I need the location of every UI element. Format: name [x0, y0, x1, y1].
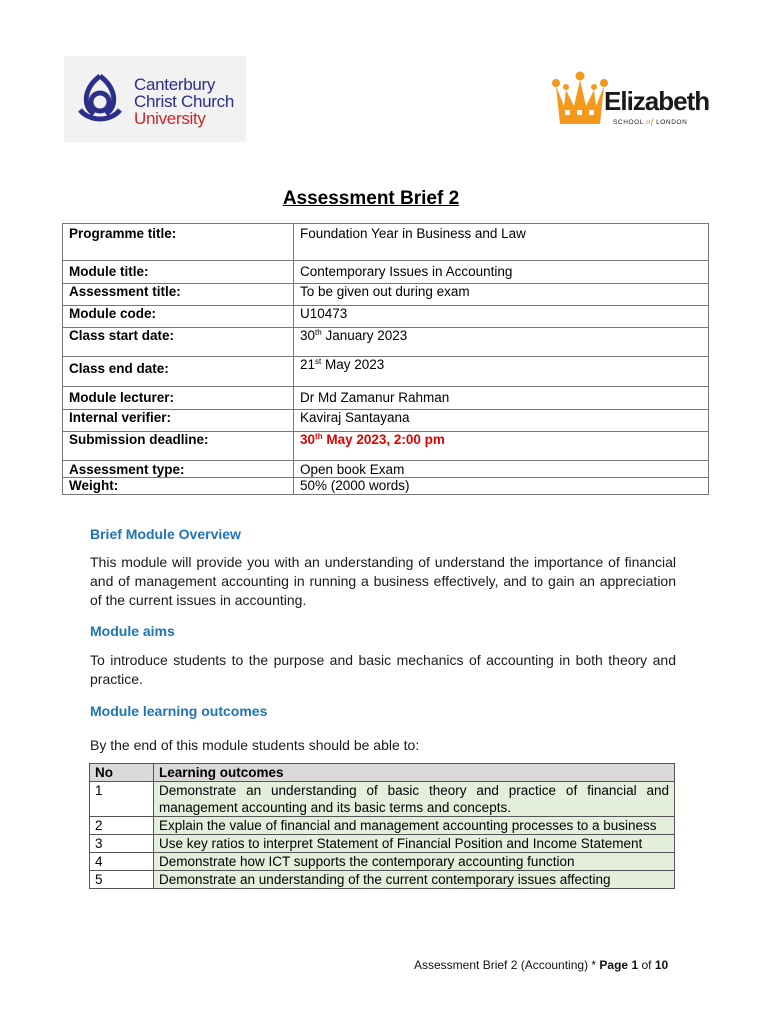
module-code-value: U10473: [294, 306, 709, 328]
school-of-london-tagline: [613, 117, 687, 126]
col-no-header: No: [90, 764, 154, 782]
footer-of: of: [638, 958, 655, 972]
deadline-value: [294, 432, 709, 461]
page-footer: [414, 958, 668, 972]
elizabeth-school-logo: [552, 66, 710, 136]
document-title: Assessment Brief 2: [282, 188, 460, 209]
outcome-number: 2: [90, 817, 154, 835]
tagline-post: LONDON: [656, 119, 688, 126]
outcome-number: 3: [90, 835, 154, 853]
deadline-ordinal: th: [315, 432, 323, 441]
table-row: [90, 782, 675, 817]
trinity-knot-icon: [72, 70, 128, 126]
crown-icon: [552, 66, 608, 130]
overview-text: This module will provide you with an understanding of understand the importance of financial and of management accounting in running a business effectively, and to gain an appreciation of the current issues in accounting.: [90, 554, 676, 608]
cccu-line-2: Christ Church: [134, 92, 235, 111]
verifier-value: Kaviraj Santayana: [294, 410, 709, 432]
outcome-text: Explain the value of financial and management accounting processes to a business: [154, 817, 675, 835]
outcome-number: 1: [90, 782, 154, 817]
deadline-label: Submission deadline:: [63, 432, 294, 461]
cccu-logo: [64, 56, 246, 142]
start-date-value: [294, 328, 709, 357]
cccu-wordmark: [134, 76, 234, 127]
table-row: [90, 817, 675, 835]
table-header-row: [90, 764, 675, 782]
start-day: 30: [300, 328, 316, 343]
col-outcome-header: Learning outcomes: [154, 764, 675, 782]
table-row: [63, 410, 709, 432]
elizabeth-wordmark: Elizabeth: [604, 86, 710, 116]
table-row: [63, 284, 709, 306]
verifier-label: Internal verifier:: [63, 410, 294, 432]
outcome-number: 4: [90, 853, 154, 871]
cccu-line-1: Canterbury: [134, 75, 216, 94]
lecturer-label: Module lecturer:: [63, 387, 294, 410]
table-row: [63, 461, 709, 478]
lecturer-value: Dr Md Zamanur Rahman: [294, 387, 709, 410]
assessment-title-label: Assessment title:: [63, 284, 294, 306]
programme-value: Foundation Year in Business and Law: [294, 224, 709, 261]
aims-text: To introduce students to the purpose and basic mechanics of accounting in both theory and practice.: [90, 652, 676, 687]
type-value: Open book Exam: [294, 461, 709, 478]
module-title-label: Module title:: [63, 261, 294, 284]
table-row: [63, 261, 709, 284]
footer-text: Assessment Brief 2 (Accounting) *: [414, 958, 600, 972]
footer-total: 10: [654, 958, 669, 972]
assessment-info-table: [62, 223, 709, 495]
cccu-line-3: University: [134, 109, 206, 128]
start-ordinal: th: [315, 328, 322, 337]
table-row: [63, 224, 709, 261]
end-date-label: Class end date:: [63, 357, 294, 387]
table-row: [63, 306, 709, 328]
outcome-text: Demonstrate an understanding of the current contemporary issues affecting: [154, 871, 675, 889]
module-code-label: Module code:: [63, 306, 294, 328]
aims-heading: Module aims: [90, 623, 175, 639]
tagline-of: of: [646, 117, 654, 126]
table-row: [63, 328, 709, 357]
deadline-day: 30: [300, 432, 316, 447]
table-row: [90, 853, 675, 871]
weight-value: 50% (2000 words): [294, 478, 709, 495]
outcome-text: Use key ratios to interpret Statement of Financial Position and Income Statement: [154, 835, 675, 853]
outcomes-heading: Module learning outcomes: [90, 703, 268, 719]
table-row: [90, 871, 675, 889]
end-rest: May 2023: [321, 357, 385, 372]
end-day: 21: [300, 357, 316, 372]
outcomes-intro: By the end of this module students should be able to:: [90, 737, 420, 753]
table-row: [63, 357, 709, 387]
deadline-rest: May 2023, 2:00 pm: [322, 432, 445, 447]
assessment-title-value: To be given out during exam: [294, 284, 709, 306]
table-row: [63, 432, 709, 461]
footer-page-label: Page 1: [599, 958, 639, 972]
end-date-value: [294, 357, 709, 387]
module-title-value: Contemporary Issues in Accounting: [294, 261, 709, 284]
start-rest: January 2023: [321, 328, 408, 343]
start-date-label: Class start date:: [63, 328, 294, 357]
table-row: [63, 387, 709, 410]
learning-outcomes-table: [89, 763, 675, 889]
overview-heading: Brief Module Overview: [90, 526, 241, 542]
weight-label: Weight:: [63, 478, 294, 495]
tagline-pre: SCHOOL: [613, 119, 644, 126]
end-ordinal: st: [315, 357, 322, 366]
outcome-text: Demonstrate how ICT supports the contemporary accounting function: [154, 853, 675, 871]
programme-label: Programme title:: [63, 224, 294, 261]
outcome-number: 5: [90, 871, 154, 889]
table-row: [90, 835, 675, 853]
type-label: Assessment type:: [63, 461, 294, 478]
table-row: [63, 478, 709, 495]
outcome-text: Demonstrate an understanding of basic theory and practice of financial and management accounting and its basic terms and concepts.: [154, 782, 675, 817]
